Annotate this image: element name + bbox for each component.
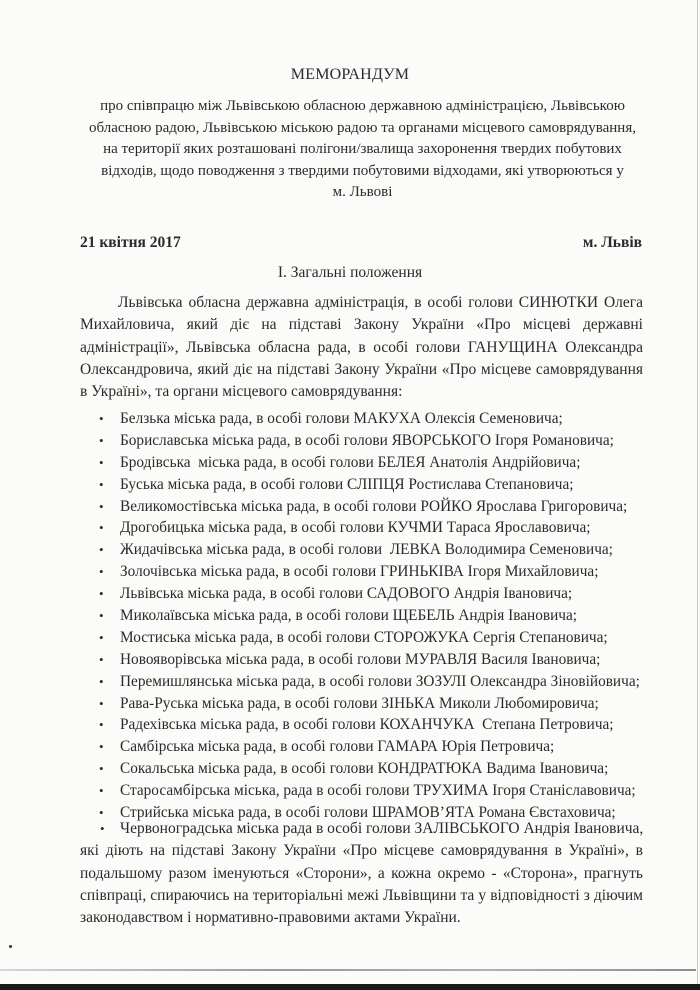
intro-paragraph: Львівська обласна державна адміністрація, в особі голови СИНЮТКИ Олега Михайловича, який діє на підставі Закону України «Про місцеві державні адміністрації», Львівська обласна рада, в особі голови ГАНУЩИНА Олександра Олександровича, який діє на підставі Закону України «Про місцеве самоврядування в Україні», та органи місцевого самоврядування: (80, 294, 643, 401)
councils-list (0, 408, 700, 824)
list-item (0, 474, 700, 496)
list-item-text: Старосамбірська міська, рада в особі голови ТРУХИМА Ігоря Станіславовича; (120, 782, 636, 800)
list-item-text: Буська міська рада, в особі голови СЛІПЦЯ Ростислава Степановича; (120, 475, 574, 493)
list-item (0, 736, 700, 758)
bullet-icon: • (99, 805, 104, 821)
bullet-icon: • (99, 673, 104, 689)
bullet-icon: • (99, 432, 104, 448)
document-city: м. Львів (582, 234, 642, 251)
list-item (0, 517, 700, 539)
bullet-icon: • (99, 629, 104, 645)
list-item-text: Самбірська міська рада, в особі голови ГАМАРА Юрія Петровича; (120, 738, 555, 756)
list-item (0, 583, 700, 605)
list-item-text: Бориславська міська рада, в особі голови ЯВОРСЬКОГО Ігоря Романовича; (120, 431, 614, 449)
list-item-text: Перемишлянська міська рада, в особі голови ЗОЗУЛІ Олександра Зіновійовича; (120, 672, 640, 690)
bullet-icon: • (99, 651, 104, 667)
list-item (0, 408, 700, 430)
list-item-text: Золочівська міська рада, в особі голови ГРИНЬКІВА Ігоря Михайловича; (120, 563, 599, 581)
list-item (0, 780, 700, 802)
list-item (0, 758, 700, 780)
bullet-icon: • (99, 608, 104, 624)
list-item-text: Мостиська міська рада, в особі голови СТОРОЖУКА Сергія Степановича; (120, 628, 608, 646)
bullet-icon: • (99, 411, 104, 426)
list-item-text: Стрийська міська рада, в особі голови ШРАМОВ’ЯТА Романа Євстаховича; (120, 804, 616, 822)
list-item (0, 714, 700, 736)
list-item (0, 671, 700, 693)
bullet-icon: • (99, 739, 104, 755)
page-edge-right (697, 0, 698, 984)
list-item (0, 627, 700, 649)
list-item-text: Бродівська міська рада, в особі голови БЕЛЕЯ Анатолія Андрійовича; (120, 453, 581, 471)
subtitle-line: обласною радою, Львівською міською радою та органами місцевого самоврядування, (89, 119, 636, 136)
section-heading: І. Загальні положення (277, 264, 423, 281)
scan-speck (9, 945, 12, 948)
list-item-text: Рава-Руська міська рада, в особі голови ЗІНЬКА Миколи Любомировича; (120, 694, 599, 712)
closing-paragraph-text: які діють на підставі Закону України «Про місцеве самоврядування в Україні», в подальшому разом іменуються «Сторони», а кожна окремо - «Сторона», прагнуть співпраці, спираючись на територіальні межі Львівщини та у відповідності з діючим законодавством і нормативно-правовими актами України. (80, 842, 643, 927)
document-title: МЕМОРАНДУМ (290, 66, 410, 83)
bullet-icon: • (99, 476, 104, 492)
bullet-icon: • (100, 821, 105, 836)
list-item (0, 649, 700, 671)
bullet-icon: • (99, 783, 104, 799)
list-item-text: Радехівська міська рада, в особі голови КОХАНЧУКА Степана Петровича; (120, 716, 614, 734)
subtitle-line: відходів, щодо поводження з твердими побутовими відходами, які утворюються у (101, 162, 624, 179)
list-item (0, 430, 700, 452)
page-edge-line (0, 969, 696, 971)
list-item-text: Сокальська міська рада, в особі голови КОНДРАТЮКА Вадима Івановича; (120, 760, 609, 778)
list-item-text: Великомостівська міська рада, в особі голови РОЙКО Ярослава Григоровича; (120, 497, 628, 515)
bullet-icon: • (99, 520, 104, 536)
bullet-icon: • (99, 586, 104, 602)
list-item-text: Миколаївська міська рада, в особі голови ЩЕБЕЛЬ Андрія Івановича; (120, 607, 578, 625)
bullet-icon: • (99, 717, 104, 733)
subtitle-line: про співпрацю між Львівською обласною державною адміністрацією, Львівською (100, 98, 625, 114)
list-item-text: Жидачівська міська рада, в особі голови ЛЕВКА Володимира Семеновича; (120, 541, 613, 559)
closing-paragraph (80, 818, 643, 929)
bullet-icon: • (99, 695, 104, 711)
document-subtitle (80, 96, 645, 204)
document-date: 21 квітня 2017 (80, 234, 181, 251)
bullet-icon: • (99, 564, 104, 580)
list-item-text: Новояворівська міська рада, в особі голови МУРАВЛЯ Василя Івановича; (120, 650, 601, 668)
bullet-icon: • (99, 761, 104, 777)
list-item (0, 693, 700, 715)
bullet-icon: • (99, 498, 104, 514)
bullet-icon: • (99, 542, 104, 558)
closing-list-item-text: Червоноградська міська рада в особі голови ЗАЛІВСЬКОГО Андрія Івановича, (120, 820, 644, 837)
subtitle-line: м. Львові (332, 184, 393, 200)
page-edge-bottom (0, 984, 700, 990)
list-item-text: Белзька міська рада, в особі голови МАКУХА Олексія Семеновича; (120, 410, 563, 427)
list-item (0, 561, 700, 583)
bullet-icon: • (99, 454, 104, 470)
closing-list-item (80, 818, 643, 840)
list-item (0, 539, 700, 561)
list-item-text: Львівська міська рада, в особі голови САДОВОГО Андрія Івановича; (120, 585, 573, 603)
list-item (0, 452, 700, 474)
list-item (0, 496, 700, 518)
list-item (0, 605, 700, 627)
list-item-text: Дрогобицька міська рада, в особі голови КУЧМИ Тараса Ярославовича; (120, 519, 591, 537)
subtitle-line: на території яких розташовані полігони/звалища захоронення твердих побутових (103, 141, 622, 157)
